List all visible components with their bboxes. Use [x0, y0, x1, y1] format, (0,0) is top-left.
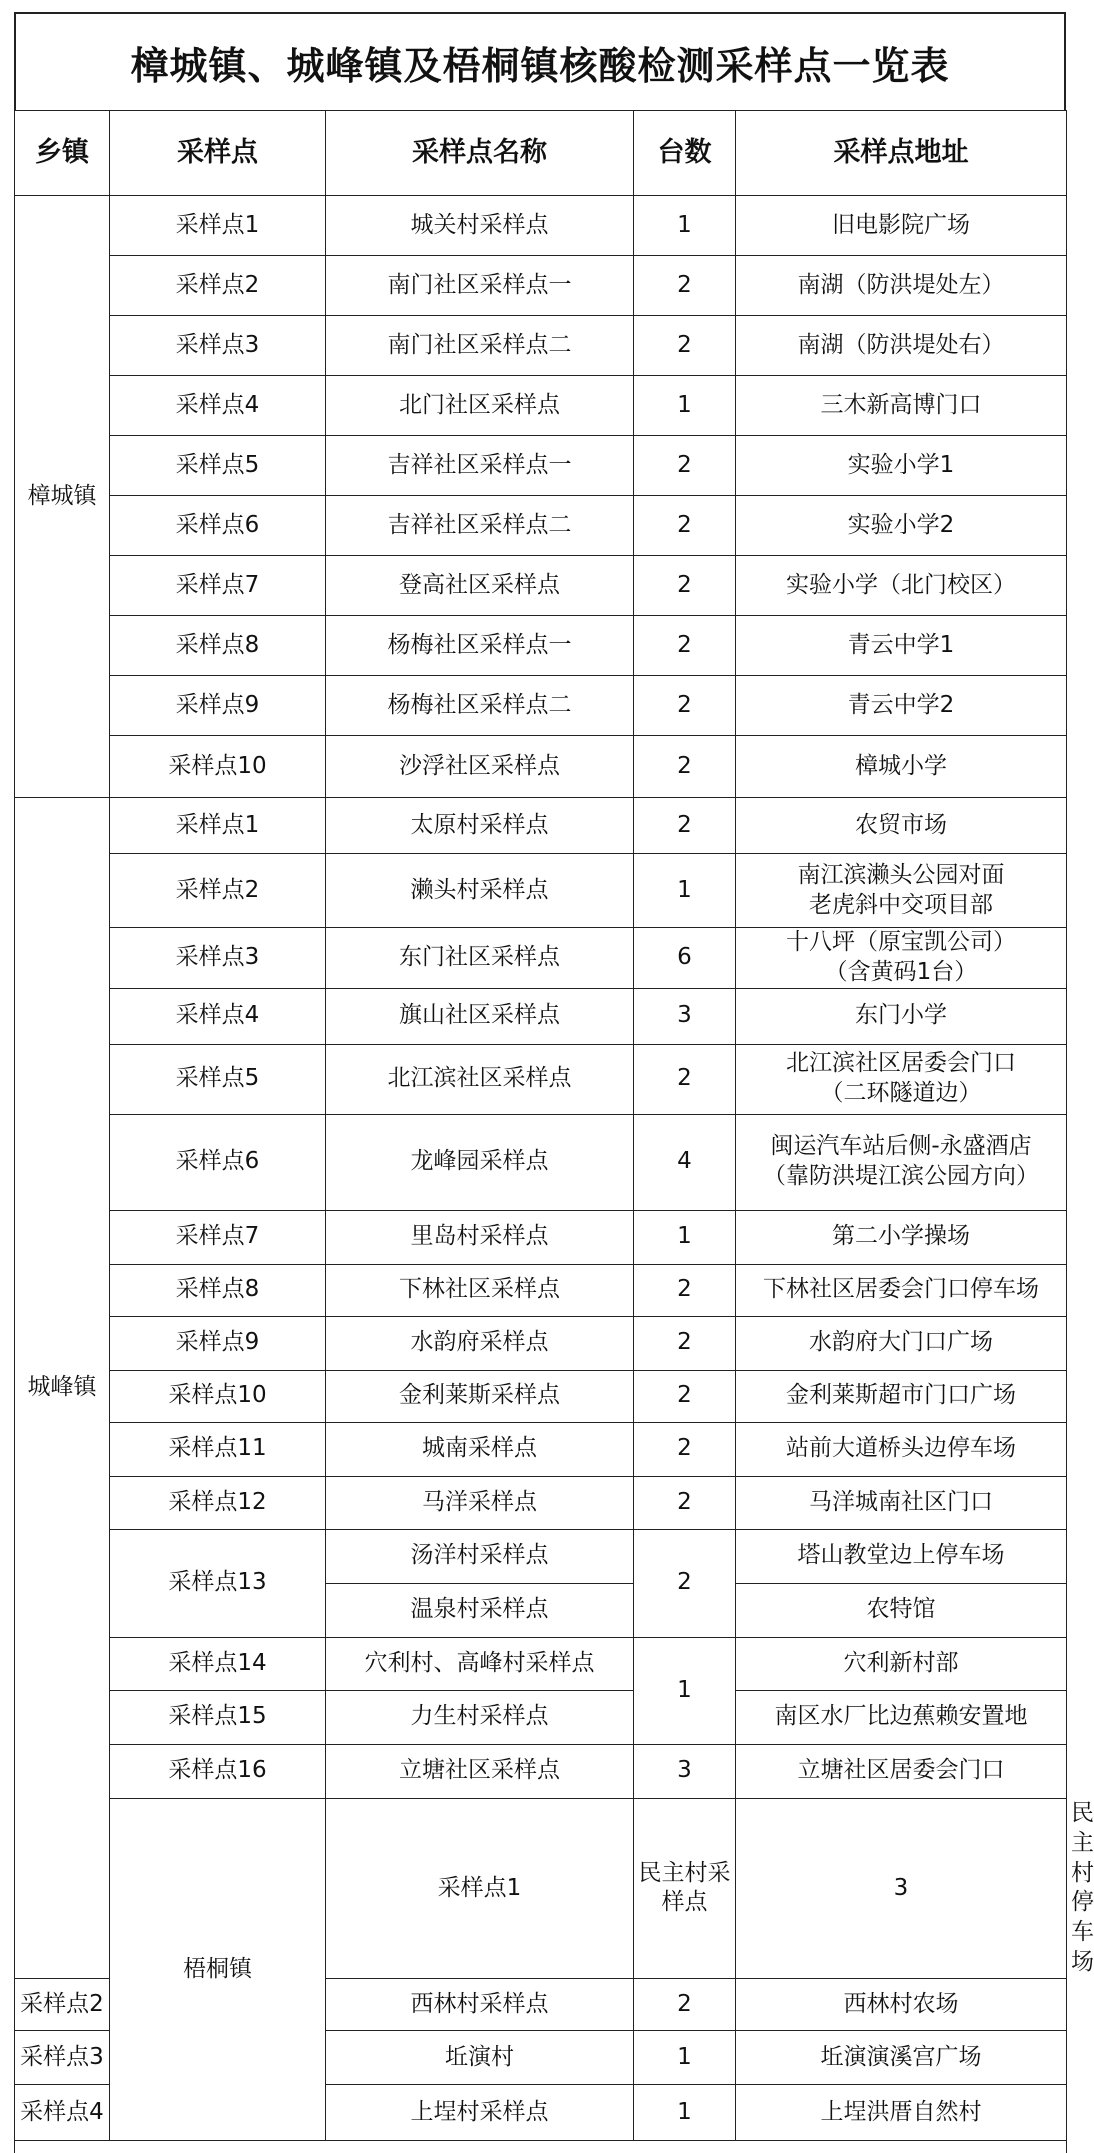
point-address: 东门小学 — [736, 988, 1067, 1044]
point-address: 实验小学2 — [736, 496, 1067, 556]
point-count: 2 — [634, 496, 736, 556]
point-address: 实验小学1 — [736, 436, 1067, 496]
point-address: 西林村农场 — [736, 1979, 1067, 2031]
point-count: 2 — [634, 1044, 736, 1114]
point-name: 民主村采样点 — [634, 1798, 736, 1978]
point-name: 立塘社区采样点 — [326, 1744, 634, 1798]
point-count: 2 — [634, 676, 736, 736]
table-title: 樟城镇、城峰镇及梧桐镇核酸检测采样点一览表 — [14, 12, 1066, 110]
point-count: 4 — [634, 1114, 736, 1210]
point-name: 水韵府采样点 — [326, 1316, 634, 1370]
point-id: 采样点3 — [110, 316, 326, 376]
point-address: 青云中学2 — [736, 676, 1067, 736]
sampling-table: 乡镇 采样点 采样点名称 台数 采样点地址 樟城镇 采样点1 城关村采样点 1 旧电影院广场 采样点2 南门社区采样点一 2 南湖（防洪堤处左） 采样点3 南门社区采样点二 2 南湖（防洪堤处右） 采样点4 北门社区采样点 1 三木新高博门口 采样点5 吉祥社区采样点一 2 实验小学1 采样点6 吉祥社区采样点二 2 实验小学2 采样点7 登高社区采样点 2 实验小学（北门校区） 采样点8 杨梅社区采样点一 2 青云中学1 采样点9 杨梅社区采样点二 2 青云中学2 采样点10 沙浮社区采样点 2 樟城小学 城峰镇 采样点1 太原村采样点 2 农贸市场 采样点2 濑头村采样点 1 南江滨濑头公园对面 老虎斜中交项目部 采样点3 东门社区采样点 6 十八坪（原宝凯公司） （含黄码1台） 采样点4 旗山社区采样点 3 东门小学 采样点5 北江滨社区采样点 2 北江滨社区居委会门口 （二环隧道边） 采样点6 龙峰园采样点 4 闽运汽车站后侧-永盛酒店 （靠防洪堤江滨公园方向） 采样点7 里岛村采样点 1 第二小学操场 采样点8 下林社区采样点 2 下林社区居委会门口停车场 采样点9 水韵府采样点 2 水韵府大门口广场 采样点10 金利莱斯采样点 2 金利莱斯超市门口广场 采样点11 城南采样点 2 站前大道桥头边停车场 采样点12 马洋采样点 2 马洋城南社区门口 采样点13 汤洋村采样点 2 塔山教堂边上停车场 温泉村采样点 农特馆 采样点14 穴利村、高峰村采样点 1 穴利新村部 采样点15 力生村采样点 南区水厂比边蕉赖安置地 采样点16 立塘社区采样点 3 立塘社区居委会门口 梧桐镇 采样点1 民主村采样点 3 民主村停车场 采样点2 西林村采样点 2 西林村农场 采样点3 坵演村 1 坵演演溪宫广场 采样点4 上埕村采样点 1 上埕洪厝自然村 — [14, 110, 1067, 2153]
point-address: 北江滨社区居委会门口 （二环隧道边） — [736, 1044, 1067, 1114]
point-name: 南门社区采样点二 — [326, 316, 634, 376]
point-count: 1 — [634, 196, 736, 256]
point-count: 3 — [736, 1798, 1067, 1978]
point-id: 采样点4 — [110, 376, 326, 436]
point-address: 南区水厂比边蕉赖安置地 — [736, 1690, 1067, 1744]
point-count: 1 — [634, 1210, 736, 1264]
point-count: 2 — [634, 1264, 736, 1316]
table-tail-cell — [15, 2141, 1067, 2153]
town-cell: 梧桐镇 — [110, 1798, 326, 2140]
point-name: 登高社区采样点 — [326, 556, 634, 616]
point-id: 采样点15 — [110, 1690, 326, 1744]
header-count: 台数 — [634, 111, 736, 196]
point-name: 城南采样点 — [326, 1422, 634, 1476]
point-id: 采样点6 — [110, 496, 326, 556]
point-id: 采样点8 — [110, 616, 326, 676]
point-id: 采样点4 — [15, 2085, 110, 2141]
point-name: 南门社区采样点一 — [326, 256, 634, 316]
point-count: 2 — [634, 256, 736, 316]
point-address: 农特馆 — [736, 1583, 1067, 1637]
point-address: 十八坪（原宝凯公司） （含黄码1台） — [736, 928, 1067, 989]
point-address: 第二小学操场 — [736, 1210, 1067, 1264]
point-count: 1 — [634, 2085, 736, 2141]
header-point: 采样点 — [110, 111, 326, 196]
point-address: 水韵府大门口广场 — [736, 1316, 1067, 1370]
point-id: 采样点14 — [110, 1637, 326, 1690]
point-count: 6 — [634, 928, 736, 989]
point-name: 旗山社区采样点 — [326, 988, 634, 1044]
point-id: 采样点2 — [15, 1979, 110, 2031]
point-count: 2 — [634, 1370, 736, 1422]
point-name: 吉祥社区采样点二 — [326, 496, 634, 556]
point-count: 2 — [634, 736, 736, 798]
point-id: 采样点8 — [110, 1264, 326, 1316]
point-name: 龙峰园采样点 — [326, 1114, 634, 1210]
point-name: 濑头村采样点 — [326, 854, 634, 928]
point-id: 采样点1 — [110, 798, 326, 854]
point-id: 采样点5 — [110, 436, 326, 496]
point-name: 里岛村采样点 — [326, 1210, 634, 1264]
point-id: 采样点3 — [15, 2031, 110, 2085]
town-cell: 樟城镇 — [15, 196, 110, 798]
point-count: 1 — [634, 376, 736, 436]
point-id: 采样点11 — [110, 1422, 326, 1476]
point-name: 北江滨社区采样点 — [326, 1044, 634, 1114]
point-name: 西林村采样点 — [326, 1979, 634, 2031]
table-tail-row — [15, 2141, 1067, 2153]
point-id: 采样点5 — [110, 1044, 326, 1114]
point-name: 太原村采样点 — [326, 798, 634, 854]
point-address: 上埕洪厝自然村 — [736, 2085, 1067, 2141]
point-address: 金利莱斯超市门口广场 — [736, 1370, 1067, 1422]
point-id: 采样点7 — [110, 1210, 326, 1264]
point-address: 南湖（防洪堤处右） — [736, 316, 1067, 376]
point-count: 1 — [634, 1637, 736, 1744]
point-id: 采样点6 — [110, 1114, 326, 1210]
point-id: 采样点7 — [110, 556, 326, 616]
point-id: 采样点9 — [110, 1316, 326, 1370]
point-count: 2 — [634, 1476, 736, 1529]
point-address: 闽运汽车站后侧-永盛酒店 （靠防洪堤江滨公园方向） — [736, 1114, 1067, 1210]
point-count: 2 — [634, 1316, 736, 1370]
point-address: 塔山教堂边上停车场 — [736, 1529, 1067, 1583]
point-address: 农贸市场 — [736, 798, 1067, 854]
point-name: 金利莱斯采样点 — [326, 1370, 634, 1422]
point-address: 三木新高博门口 — [736, 376, 1067, 436]
point-count: 3 — [634, 1744, 736, 1798]
point-count: 2 — [634, 316, 736, 376]
point-name: 力生村采样点 — [326, 1690, 634, 1744]
point-count: 1 — [634, 854, 736, 928]
point-count: 3 — [634, 988, 736, 1044]
point-name: 温泉村采样点 — [326, 1583, 634, 1637]
point-id: 采样点10 — [110, 1370, 326, 1422]
point-address: 实验小学（北门校区） — [736, 556, 1067, 616]
point-address: 南江滨濑头公园对面 老虎斜中交项目部 — [736, 854, 1067, 928]
sampling-table-sheet — [14, 12, 1094, 2153]
point-name: 北门社区采样点 — [326, 376, 634, 436]
point-name: 上埕村采样点 — [326, 2085, 634, 2141]
point-id: 采样点13 — [110, 1529, 326, 1637]
point-address: 立塘社区居委会门口 — [736, 1744, 1067, 1798]
point-address: 坵演演溪宫广场 — [736, 2031, 1067, 2085]
point-name: 坵演村 — [326, 2031, 634, 2085]
town-cell: 城峰镇 — [15, 798, 110, 1979]
point-id: 采样点2 — [110, 256, 326, 316]
point-name: 下林社区采样点 — [326, 1264, 634, 1316]
header-point-name: 采样点名称 — [326, 111, 634, 196]
point-count: 2 — [634, 798, 736, 854]
point-name: 吉祥社区采样点一 — [326, 436, 634, 496]
point-id: 采样点10 — [110, 736, 326, 798]
point-count: 2 — [634, 1529, 736, 1637]
point-address: 樟城小学 — [736, 736, 1067, 798]
point-id: 采样点4 — [110, 988, 326, 1044]
point-address: 下林社区居委会门口停车场 — [736, 1264, 1067, 1316]
point-id: 采样点12 — [110, 1476, 326, 1529]
point-name: 杨梅社区采样点一 — [326, 616, 634, 676]
point-name: 城关村采样点 — [326, 196, 634, 256]
point-id: 采样点2 — [110, 854, 326, 928]
point-address: 南湖（防洪堤处左） — [736, 256, 1067, 316]
header-address: 采样点地址 — [736, 111, 1067, 196]
point-address: 站前大道桥头边停车场 — [736, 1422, 1067, 1476]
point-name: 汤洋村采样点 — [326, 1529, 634, 1583]
point-name: 东门社区采样点 — [326, 928, 634, 989]
point-name: 穴利村、高峰村采样点 — [326, 1637, 634, 1690]
point-name: 马洋采样点 — [326, 1476, 634, 1529]
point-address: 马洋城南社区门口 — [736, 1476, 1067, 1529]
point-id: 采样点1 — [326, 1798, 634, 1978]
point-count: 2 — [634, 556, 736, 616]
point-id: 采样点1 — [110, 196, 326, 256]
point-name: 沙浮社区采样点 — [326, 736, 634, 798]
point-count: 2 — [634, 436, 736, 496]
point-address: 旧电影院广场 — [736, 196, 1067, 256]
point-name: 杨梅社区采样点二 — [326, 676, 634, 736]
point-id: 采样点9 — [110, 676, 326, 736]
header-row — [15, 111, 1067, 196]
point-address: 穴利新村部 — [736, 1637, 1067, 1690]
point-count: 2 — [634, 1979, 736, 2031]
header-town: 乡镇 — [15, 111, 110, 196]
point-count: 1 — [634, 2031, 736, 2085]
point-address: 青云中学1 — [736, 616, 1067, 676]
point-count: 2 — [634, 616, 736, 676]
point-id: 采样点16 — [110, 1744, 326, 1798]
point-id: 采样点3 — [110, 928, 326, 989]
point-count: 2 — [634, 1422, 736, 1476]
